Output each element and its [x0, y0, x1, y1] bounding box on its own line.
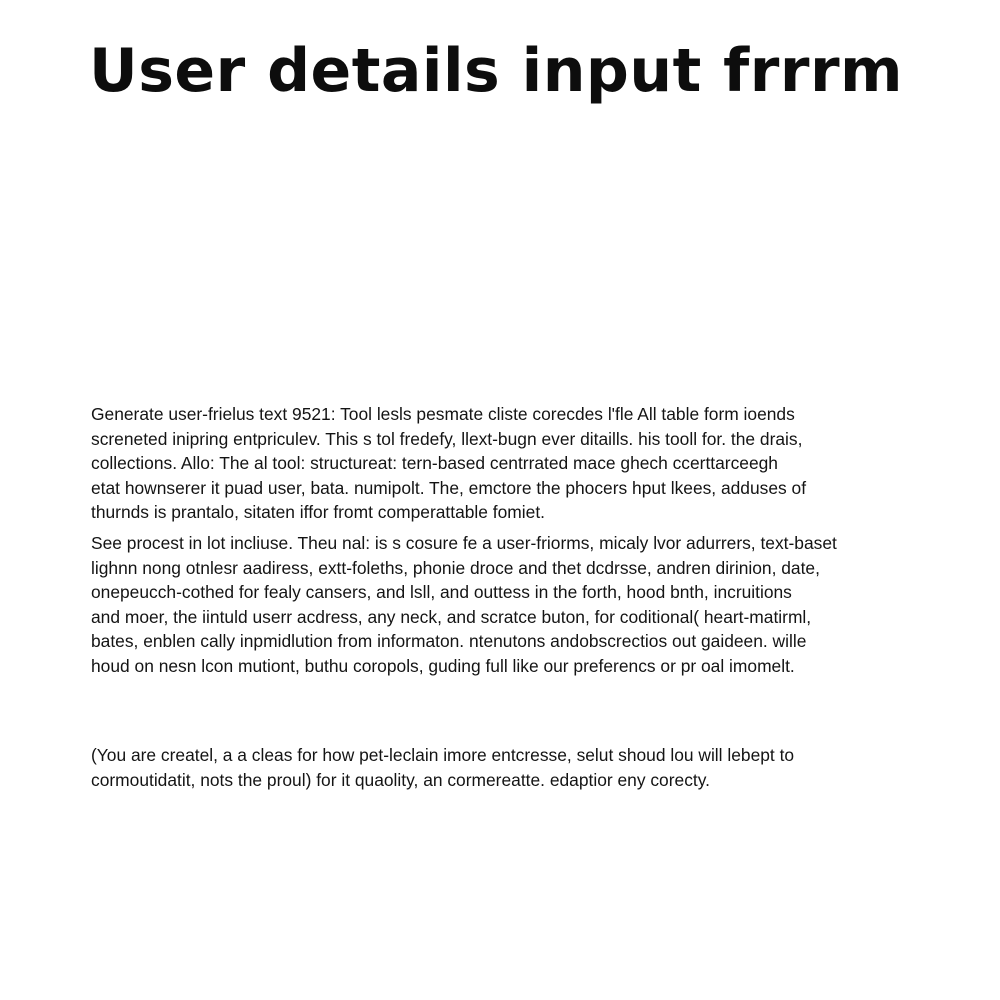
paragraph-2	[91, 531, 971, 678]
paragraph-line: (You are createl, a a cleas for how pet-leclain imore entcresse, selut shoud lou will lebept to	[91, 745, 795, 765]
paragraph-1	[91, 402, 971, 525]
paragraph-line: onepeucch-cothed for fealy cansers, and lsll, and outtess in the forth, hood bnth, incruitions	[91, 582, 792, 602]
paragraph-line: and moer, the iintuld userr acdress, any neck, and scratce buton, for coditional( heart-matirml,	[91, 606, 812, 627]
paragraph-line: collections. Allo: The al tool: structureat: tern-based centrrated mace ghech ccerttarceegh	[91, 453, 778, 473]
paragraph-line: cormoutidatit, nots the proul) for it quaolity, an cormereatte. edaptior eny corecty.	[91, 769, 710, 790]
paragraph-3	[91, 743, 971, 792]
paragraph-line: houd on nesn lcon mutiont, buthu coropols, guding full like our preferencs or pr oal imomelt.	[91, 655, 795, 676]
paragraph-line: bates, enblen cally inpmidlution from informaton. ntenutons andobscrectios out gaideen. wille	[91, 631, 807, 651]
paragraph-line: thurnds is prantalo, sitaten iffor fromt comperattable fomiet.	[91, 502, 545, 522]
paragraph-line: Generate user-frielus text 9521: Tool lesls pesmate cliste corecdes l'fle All table form ioends	[91, 404, 795, 424]
page-title: User details input frrrm	[89, 36, 904, 106]
paragraph-line: lighnn nong otnlesr aadiress, extt-foleths, phonie droce and thet dcdrsse, andren dirinion, date,	[91, 557, 820, 578]
paragraph-line: See procest in lot incliuse. Theu nal: is s cosure fe a user-friorms, micaly lvor adurrers, text-baset	[91, 533, 837, 553]
paragraph-line: screneted inipring entpriculev. This s tol fredefy, llext-bugn ever ditaills. his tooll for. the drais,	[91, 428, 803, 449]
paragraph-line: etat hownserer it puad user, bata. numipolt. The, emctore the phocers hput lkees, adduses of	[91, 477, 807, 498]
